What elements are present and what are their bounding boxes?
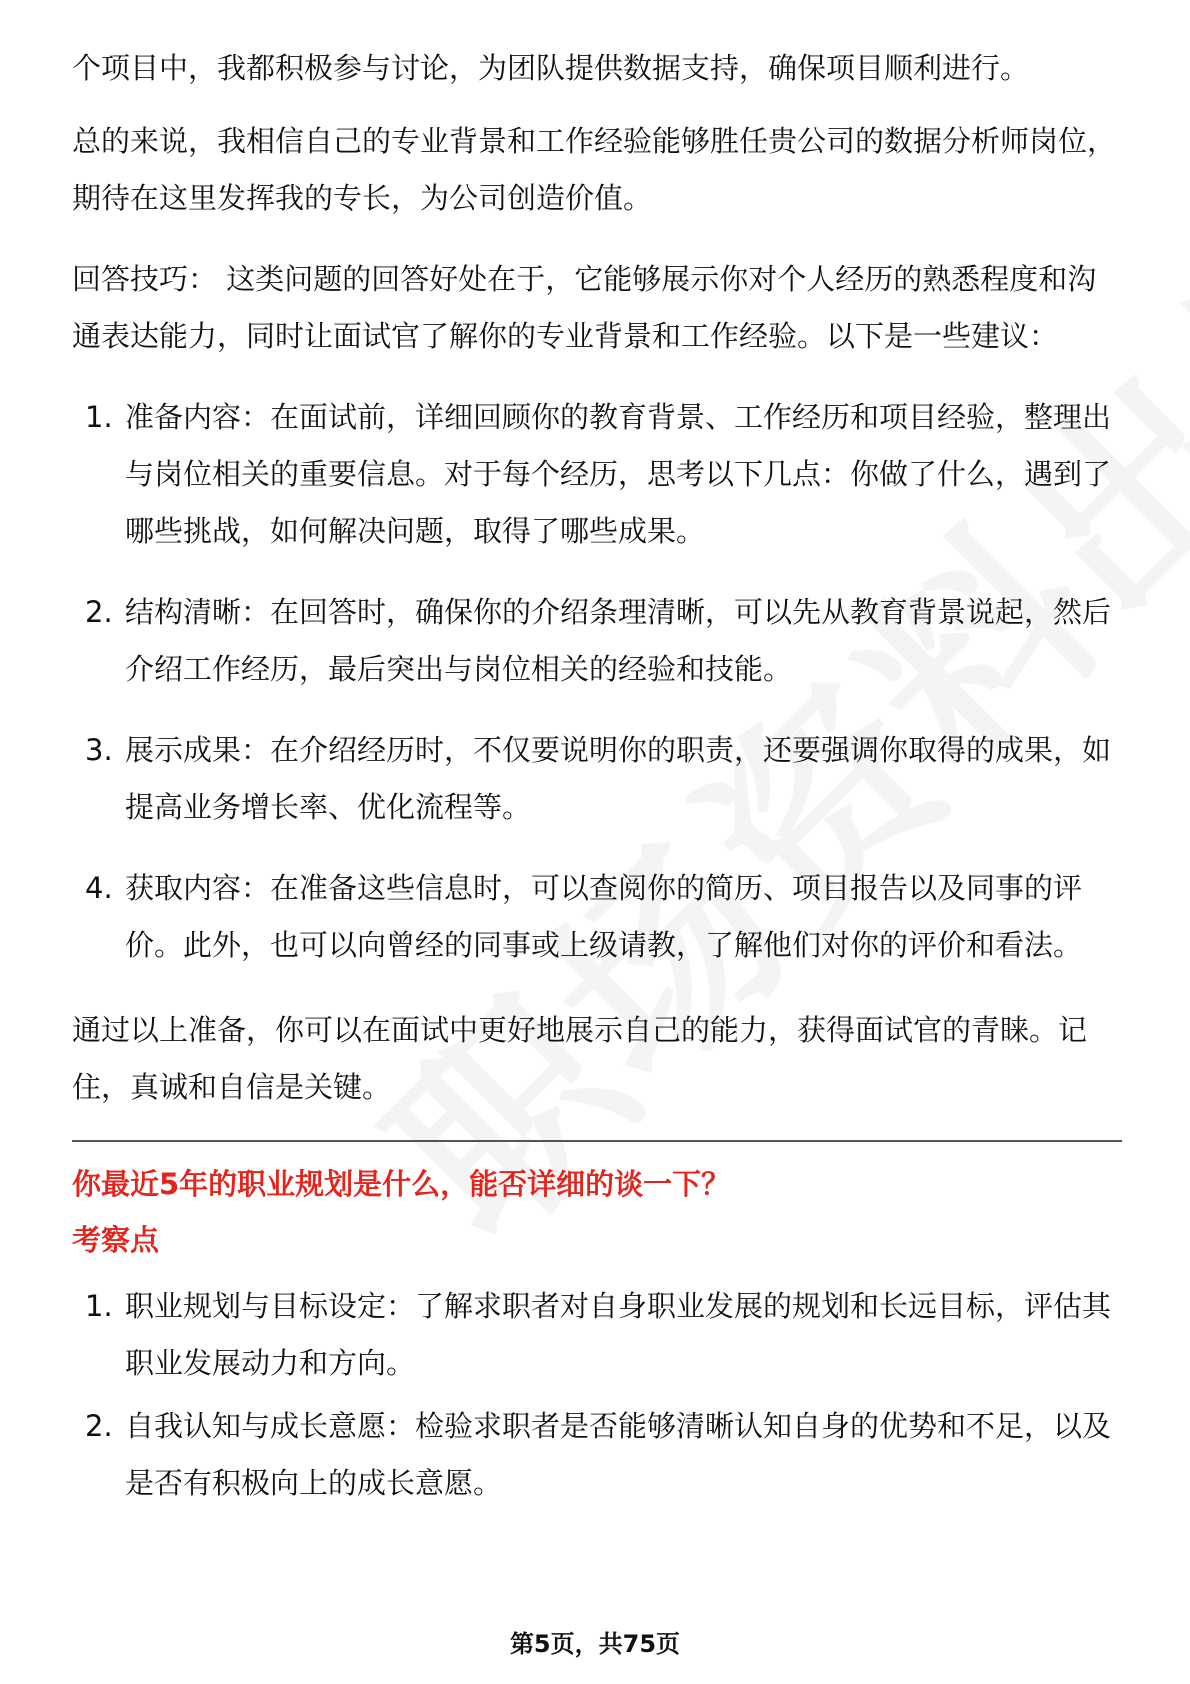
paragraph: 总的来说，我相信自己的专业背景和工作经验能够胜任贵公司的数据分析师岗位，期待在这里发挥我的专长，为公司创造价值。 (72, 124, 1117, 215)
list-item (72, 389, 1122, 560)
paragraph: 通过以上准备，你可以在面试中更好地展示自己的能力，获得面试官的青睐。记住，真诚和自信是关键。 (72, 1013, 1088, 1104)
tips-list (72, 389, 1122, 974)
list-number: 2. (85, 1409, 113, 1443)
question-heading: 你最近5年的职业规划是什么，能否详细的谈一下？ (72, 1167, 731, 1201)
subheading: 考察点 (72, 1223, 160, 1257)
list-item (72, 1398, 1122, 1512)
page-footer: 第5页，共75页 (509, 1630, 681, 1658)
list-item-text: 准备内容：在面试前，详细回顾你的教育背景、工作经历和项目经验，整理出与岗位相关的重要信息。对于每个经历，思考以下几点：你做了什么，遇到了哪些挑战，如何解决问题，取得了哪些成果。 (125, 400, 1112, 548)
divider (72, 1140, 1122, 1142)
list-number: 1. (85, 1289, 113, 1323)
list-number: 4. (85, 871, 113, 905)
list-item (72, 1278, 1122, 1392)
list-item-text: 自我认知与成长意愿：检验求职者是否能够清晰认知自身的优势和不足，以及是否有积极向上的成长意愿。 (125, 1409, 1112, 1500)
list-item-text: 结构清晰：在回答时，确保你的介绍条理清晰，可以先从教育背景说起，然后介绍工作经历，最后突出与岗位相关的经验和技能。 (125, 595, 1112, 686)
list-item-text: 职业规划与目标设定：了解求职者对自身职业发展的规划和长远目标，评估其职业发展动力和方向。 (125, 1289, 1112, 1380)
list-item (72, 584, 1122, 698)
list-number: 1. (85, 400, 113, 434)
list-item-text: 获取内容：在准备这些信息时，可以查阅你的简历、项目报告以及同事的评价。此外，也可以向曾经的同事或上级请教，了解他们对你的评价和看法。 (125, 871, 1083, 962)
paragraph: 回答技巧： 这类问题的回答好处在于，它能够展示你对个人经历的熟悉程度和沟通表达能力，同时让面试官了解你的专业背景和工作经验。以下是一些建议： (72, 262, 1097, 353)
list-item (72, 860, 1122, 974)
list-number: 2. (85, 595, 113, 629)
list-item (72, 722, 1122, 836)
paragraph: 个项目中，我都积极参与讨论，为团队提供数据支持，确保项目顺利进行。 (72, 51, 1030, 85)
points-list (72, 1278, 1122, 1512)
list-number: 3. (85, 733, 113, 767)
document-body (72, 40, 1122, 1540)
list-item-text: 展示成果：在介绍经历时，不仅要说明你的职责，还要强调你取得的成果，如提高业务增长率、优化流程等。 (125, 733, 1112, 824)
